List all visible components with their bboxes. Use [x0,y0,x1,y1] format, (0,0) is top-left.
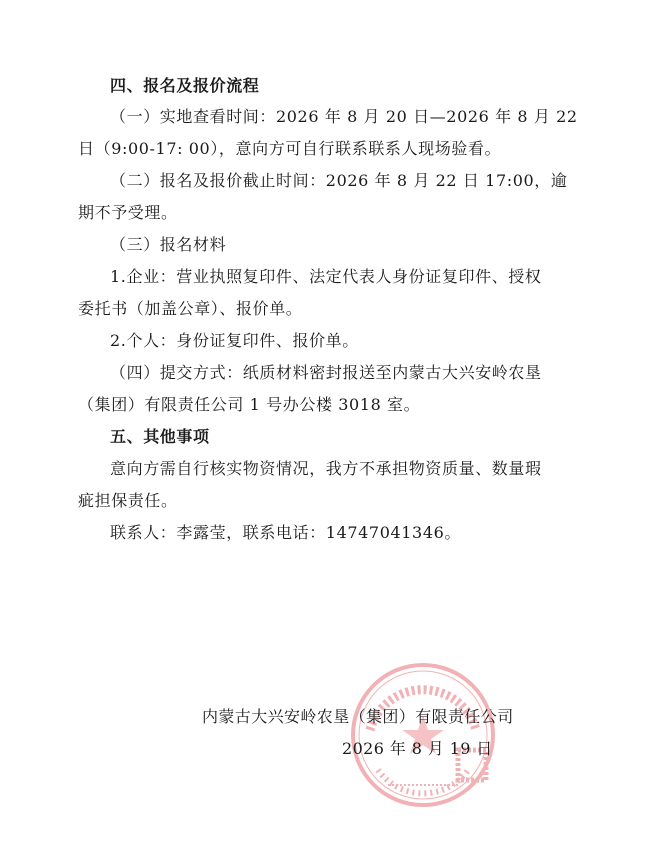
section-heading-5: 五、其他事项 [110,427,210,446]
paragraph-line: 2.个人：身份证复印件、报价单。 [110,331,359,350]
paragraph-line: （四）提交方式：纸质材料密封报送至内蒙古大兴安岭农垦 [110,363,542,382]
company-signature: 内蒙古大兴安岭农垦（集团）有限责任公司 [202,707,514,726]
official-seal-stamp [348,660,498,810]
paragraph-line: 1.企业：营业执照复印件、法定代表人身份证复印件、授权 [110,267,542,286]
paragraph-line: 意向方需自行核实物资情况，我方不承担物资质量、数量瑕 [110,459,542,478]
paragraph-line: （一）实地查看时间：2026 年 8 月 20 日—2026 年 8 月 22 [110,107,578,126]
paragraph-line: 委托书（加盖公章）、报价单。 [78,299,303,318]
paragraph-line: 期不予受理。 [78,203,178,222]
paragraph-line: （三）报名材料 [110,235,227,254]
paragraph-line: 疵担保责任。 [78,491,178,510]
signature-date: 2026 年 8 月 19 日 [342,739,493,758]
contact-line: 联系人：李露莹，联系电话：14747041346。 [110,523,461,542]
paragraph-line: （集团）有限责任公司 1 号办公楼 3018 室。 [78,395,421,414]
paragraph-line: （二）报名及报价截止时间：2026 年 8 月 22 日 17:00，逾 [110,171,568,190]
section-heading-4: 四、报名及报价流程 [110,76,260,95]
paragraph-line: 日（9:00-17: 00），意向方可自行联系联系人现场验看。 [78,139,502,158]
